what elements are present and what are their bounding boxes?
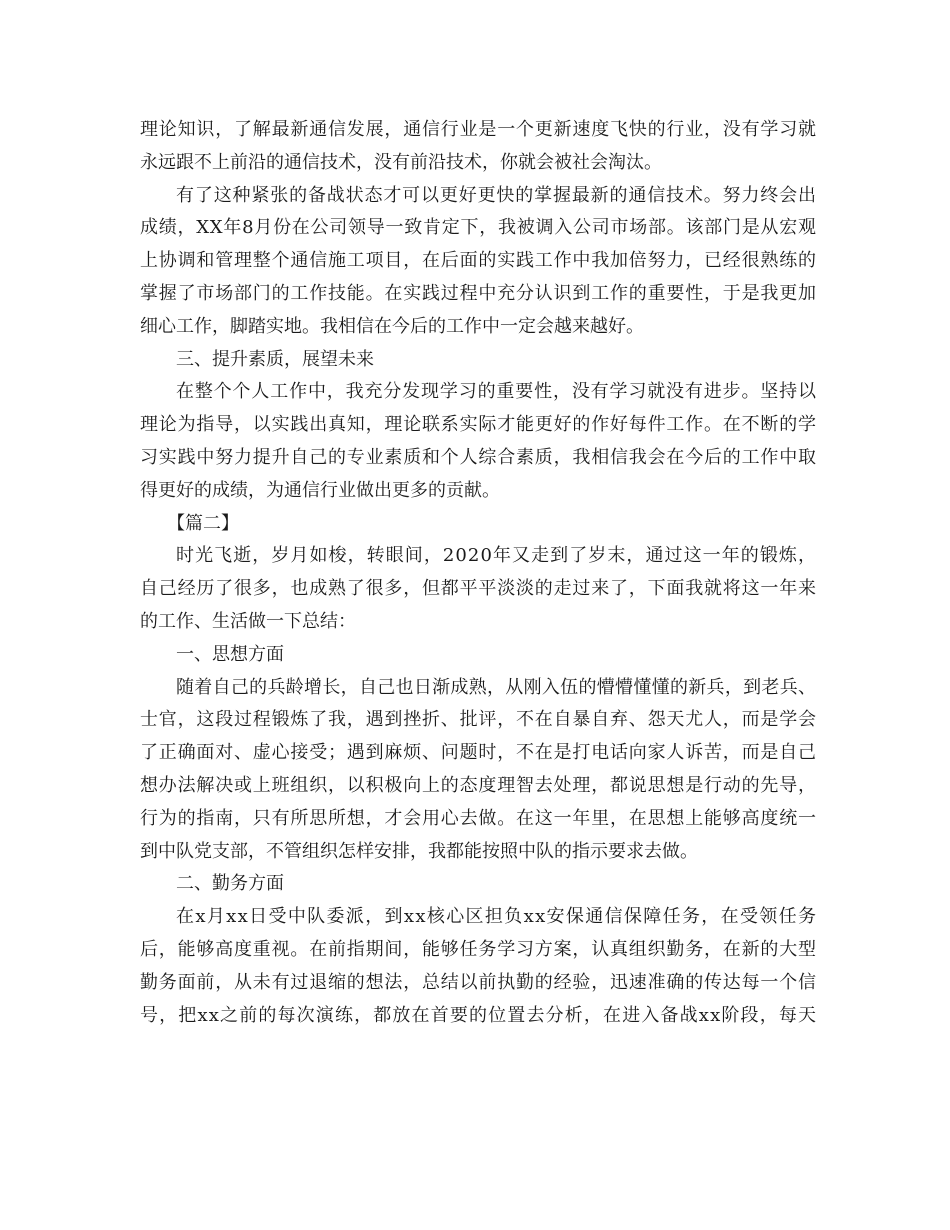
- section-heading: 二、勤务方面: [176, 873, 284, 895]
- text-line: 行为的指南，只有所思所想，才会用心去做。在这一年里，在思想上能够高度统一: [140, 807, 817, 829]
- text-line: 到中队党支部，不管组织怎样安排，我都能按照中队的指示要求去做。: [140, 840, 698, 862]
- text-line: 理论知识，了解最新通信发展，通信行业是一个更新速度飞快的行业，没有学习就: [140, 119, 817, 140]
- text-line: 永远跟不上前沿的通信技术，没有前沿技术，你就会被社会淘汰。: [140, 151, 662, 173]
- text-line: 在整个个人工作中，我充分发现学习的重要性，没有学习就没有进步。坚持以: [176, 381, 817, 403]
- text-line: 时光飞逝，岁月如梭，转眼间，2020年又走到了岁末，通过这一年的锻炼，: [176, 545, 818, 567]
- document-body: [140, 114, 816, 1032]
- section-heading: 三、提升素质，展望未来: [176, 348, 374, 370]
- text-line: 掌握了市场部门的工作技能。在实践过程中充分认识到工作的重要性，于是我更加: [140, 282, 817, 304]
- text-line: 号，把xx之前的每次演练，都放在首要的位置去分析，在进入备战xx阶段，每天: [140, 1004, 818, 1026]
- text-line: 习实践中努力提升自己的专业素质和个人综合素质，我相信我会在今后的工作中取: [140, 446, 817, 468]
- text-line: 有了这种紧张的备战状态才可以更好更快的掌握最新的通信技术。努力终会出: [176, 184, 817, 206]
- text-line: 理论为指导，以实践出真知，理论联系实际才能更好的作好每件工作。在不断的学: [140, 414, 817, 436]
- text-line: 勤务面前，从未有过退缩的想法，总结以前执勤的经验，迅速准确的传达每一个信: [140, 971, 817, 993]
- section-heading: 一、思想方面: [176, 643, 284, 665]
- text-line: 细心工作，脚踏实地。我相信在今后的工作中一定会越来越好。: [140, 315, 644, 337]
- text-line: 士官，这段过程锻炼了我，遇到挫折、批评，不在自暴自弃、怨天尤人，而是学会: [140, 709, 817, 731]
- text-line: 后，能够高度重视。在前指期间，能够任务学习方案，认真组织勤务，在新的大型: [140, 938, 817, 960]
- text-line: 成绩，XX年8月份在公司领导一致肯定下，我被调入公司市场部。该部门是从宏观: [140, 217, 817, 239]
- text-line: 在x月xx日受中队委派，到xx核心区担负xx安保通信保障任务，在受领任务: [176, 906, 818, 928]
- text-line: 自己经历了很多，也成熟了很多，但都平平淡淡的走过来了，下面我就将这一年来: [140, 578, 817, 600]
- text-line: 上协调和管理整个通信施工项目，在后面的实践工作中我加倍努力，已经很熟练的: [140, 250, 817, 272]
- text-line: 的工作、生活做一下总结：: [140, 610, 356, 632]
- text-line: 了正确面对、虚心接受；遇到麻烦、问题时，不在是打电话向家人诉苦，而是自己: [140, 742, 817, 764]
- text-line: 得更好的成绩，为通信行业做出更多的贡献。: [140, 479, 500, 501]
- text-line: 随着自己的兵龄增长，自己也日渐成熟，从刚入伍的懵懵懂懂的新兵，到老兵、: [176, 676, 817, 698]
- text-line: 想办法解决或上班组织，以积极向上的态度理智去处理，都说思想是行动的先导，: [140, 774, 817, 796]
- part-heading: 【篇二】: [167, 512, 239, 534]
